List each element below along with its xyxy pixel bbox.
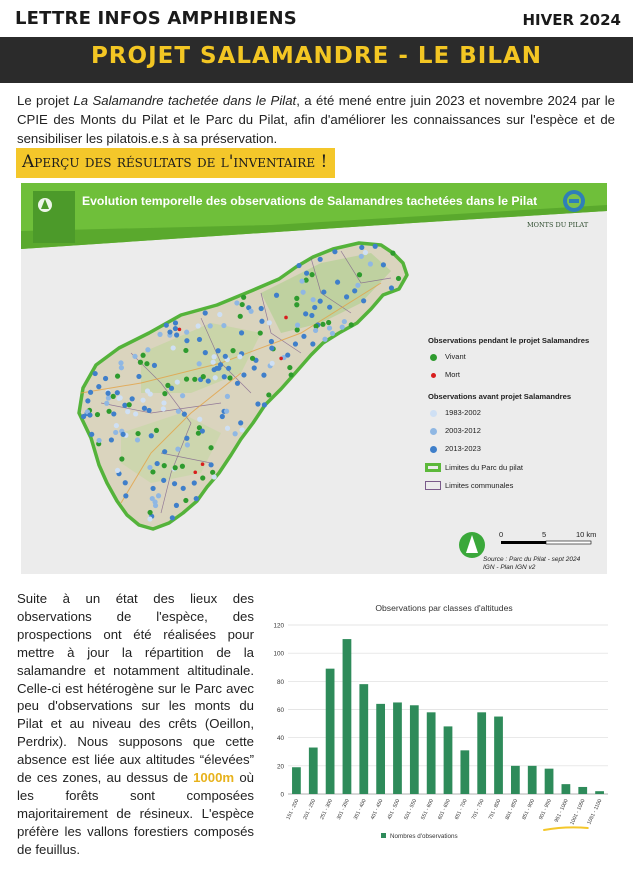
observation-dot: [239, 427, 244, 432]
chart-y-ticks: [273, 623, 284, 799]
legend-2013-label: 2013-2023: [445, 444, 481, 453]
observation-dot: [285, 352, 290, 357]
observation-dot: [184, 377, 189, 382]
observation-dot: [320, 322, 325, 327]
chart-x-tick-label: 651 - 700: [453, 798, 469, 821]
observation-dot: [89, 432, 94, 437]
observation-dot: [115, 374, 120, 379]
legend-parc-boundary-icon: [425, 463, 441, 472]
intro-paragraph: [17, 91, 615, 148]
intro-text-2: , a été mené entre juin 2023 et novembre 2024 par le CPIE des Monts du Pilat et le Parc du Pilat, afin d'améliorer les connaissances sur l'espèce et de sensibiliser les pilatois.e.s à sa préservation.: [17, 93, 615, 146]
observation-dot: [173, 326, 178, 331]
observation-dot: [208, 462, 213, 467]
observation-dot: [133, 411, 138, 416]
observation-dot: [303, 311, 308, 316]
observation-dot: [115, 390, 120, 395]
legend-2003-label: 2003-2012: [445, 426, 481, 435]
chart-x-tick-label: 1001 - 1050: [569, 798, 587, 826]
observation-dot: [250, 356, 255, 361]
observation-dot: [293, 341, 298, 346]
legend-commune-boundary-label: Limites communales: [445, 481, 514, 490]
observation-dot: [135, 431, 140, 436]
section-heading: Aperçu des résultats de l'inventaire !: [16, 148, 335, 178]
observation-dot: [173, 465, 178, 470]
observation-dot: [87, 412, 92, 417]
chart-y-tick-label: 60: [276, 707, 284, 714]
observation-dot: [237, 354, 242, 359]
observation-dot: [330, 331, 335, 336]
observation-dot: [359, 254, 364, 259]
observation-dot: [156, 493, 161, 498]
cpie-logo: [561, 188, 587, 214]
observation-dot: [327, 325, 332, 330]
observation-dot: [130, 396, 135, 401]
observation-dot: [309, 272, 314, 277]
observation-dot: [167, 329, 172, 334]
observation-dot: [389, 285, 394, 290]
map-source-line2: IGN - Plan IGN v2: [483, 564, 536, 571]
observation-dot: [171, 345, 176, 350]
chart-x-tick-label: 151 - 200: [285, 798, 301, 821]
observation-dot: [132, 354, 137, 359]
legend-2013-icon: [430, 446, 437, 453]
highlight-underline: [544, 827, 588, 830]
observation-dot: [153, 503, 158, 508]
observation-dot: [183, 348, 188, 353]
altitude-highlight: 1000m: [193, 770, 235, 786]
observation-dot: [318, 257, 323, 262]
observation-dot: [142, 406, 147, 411]
chart-bar: [494, 717, 503, 794]
observation-dot: [396, 276, 401, 281]
observation-dot: [267, 320, 272, 325]
observation-dot: [118, 360, 123, 365]
observation-dot: [85, 398, 90, 403]
chart-bar: [545, 769, 554, 794]
observation-dot: [208, 445, 213, 450]
observation-dot: [340, 325, 345, 330]
chart-x-tick-label: 851 - 900: [521, 798, 537, 821]
observation-dot: [161, 478, 166, 483]
observation-dot: [164, 323, 169, 328]
scale-label-10: 10 km: [576, 530, 597, 539]
observation-dot: [210, 470, 215, 475]
chart-bar: [393, 702, 402, 794]
observation-dot: [255, 401, 260, 406]
chart-y-tick-label: 100: [273, 650, 284, 658]
chart-y-tick-label: 20: [276, 763, 284, 771]
chart-x-tick-label: 301 - 350: [336, 798, 351, 821]
observation-dot: [161, 400, 166, 405]
observation-dot: [224, 409, 229, 414]
observation-dot: [175, 379, 180, 384]
observation-dot: [125, 409, 130, 414]
observation-dot: [147, 516, 152, 521]
chart-x-tick-label: 401 - 450: [369, 798, 385, 821]
observation-dot: [165, 383, 170, 388]
observation-dot: [309, 313, 314, 318]
observation-dot: [322, 337, 327, 342]
observation-dot: [332, 249, 337, 254]
observation-dot: [214, 366, 219, 371]
chart-bar: [562, 784, 571, 794]
chart-bar: [477, 712, 486, 794]
observation-dot: [304, 271, 309, 276]
observation-dot: [145, 347, 150, 352]
observation-dot: [96, 438, 101, 443]
observation-dot: [115, 468, 120, 473]
chart-x-tick-label: 551 - 600: [420, 798, 435, 821]
observation-dot: [196, 323, 201, 328]
legend-1983-label: 1983-2002: [445, 408, 481, 417]
chart-x-tick-label: 901 - 950: [538, 798, 553, 821]
observation-dot: [161, 406, 166, 411]
observation-dot: [208, 323, 213, 328]
chart-bars: [292, 639, 604, 794]
scale-label-0: 0: [499, 530, 504, 539]
chart-bar: [427, 712, 436, 794]
observation-dot: [259, 306, 264, 311]
observation-dot: [234, 300, 239, 305]
observation-dot: [170, 515, 175, 520]
chart-bar: [359, 684, 368, 794]
observation-dot: [223, 354, 228, 359]
legend-vivant-label: Vivant: [445, 352, 466, 361]
chart-x-tick-label: 801 - 850: [504, 798, 520, 821]
observation-dot: [342, 319, 347, 324]
observation-dot: [258, 330, 263, 335]
legend-commune-boundary-icon: [425, 481, 441, 490]
observation-dot: [233, 431, 238, 436]
chart-y-tick-label: 80: [276, 678, 284, 686]
chart-bar: [343, 639, 352, 794]
observation-dot: [212, 474, 217, 479]
observation-dot: [301, 334, 306, 339]
observation-dot: [180, 393, 185, 398]
observation-dot: [301, 290, 306, 295]
observation-dot: [361, 298, 366, 303]
scale-label-5: 5: [542, 530, 547, 539]
observation-dot: [147, 510, 152, 515]
map-canvas: [21, 183, 607, 574]
results-text-1: Suite à un état des lieux des observations de l'espèce, des prospections ont été réalisées pour mettre à jour la répartition de la salamandre et notamment altitudinale. Celle-ci est hétérogène sur le Parc avec peu d'observations sur les monts du Pilat et au niveau des crêts (Oeillon, Perdrix). Nous supposons que cette absence est liée aux altitudes “élevées” de ces zones, au dessus de: [17, 591, 254, 786]
observation-dot: [327, 305, 332, 310]
chart-x-tick-label: 1051 - 1100: [586, 798, 604, 826]
observation-dot: [206, 378, 211, 383]
observation-dot: [373, 244, 378, 249]
map-source: [483, 556, 580, 572]
observation-dot: [192, 480, 197, 485]
observation-dot: [363, 250, 368, 255]
monts-du-pilat-label: MONTS DU PILAT: [527, 221, 589, 229]
observation-dot: [299, 278, 304, 283]
observation-dot: [217, 312, 222, 317]
observation-dot: [113, 430, 118, 435]
observation-dot: [203, 350, 208, 355]
chart-bar: [410, 705, 419, 794]
parc-pilat-logo: [33, 191, 75, 243]
observation-dot: [295, 323, 300, 328]
observation-dot: [274, 293, 279, 298]
observation-dot: [103, 376, 108, 381]
observation-dot: [140, 353, 145, 358]
observation-dot: [261, 373, 266, 378]
observation-dot: [109, 437, 114, 442]
observation-dot: [173, 320, 178, 325]
observation-dot: [318, 299, 323, 304]
observation-dot: [197, 417, 202, 422]
newsletter-title: LETTRE INFOS AMPHIBIENS: [15, 8, 297, 29]
observation-dot: [157, 332, 162, 337]
legend-1983-icon: [430, 410, 437, 417]
observation-dot: [138, 360, 143, 365]
chart-x-tick-label: 951 - 1000: [553, 798, 570, 824]
observation-dot: [357, 272, 362, 277]
observation-dot: [225, 394, 230, 399]
observation-dot: [321, 289, 326, 294]
observation-dot: [116, 396, 121, 401]
title-banner: [0, 37, 633, 83]
observation-dot: [105, 391, 110, 396]
observation-dot: [313, 328, 318, 333]
legend-2003-icon: [430, 428, 437, 435]
chart-x-tick-label: 501 - 550: [403, 798, 419, 821]
observation-dot: [240, 302, 245, 307]
season-label: HIVER 2024: [522, 11, 621, 29]
observation-dot: [213, 375, 218, 380]
chart-x-tick-label: 201 - 250: [302, 798, 318, 821]
chart-x-tick-label: 351 - 400: [352, 798, 368, 821]
observation-dot: [154, 428, 159, 433]
observation-dot: [200, 475, 205, 480]
observation-dot: [127, 402, 132, 407]
observation-dot: [150, 469, 155, 474]
observation-dot: [200, 428, 205, 433]
intro-project-name: La Salamandre tachetée dans le Pilat: [73, 93, 297, 108]
observation-dot: [155, 461, 160, 466]
observation-dot: [181, 486, 186, 491]
observation-dot: [230, 348, 235, 353]
observation-dot: [144, 361, 149, 366]
chart-legend-label: Nombres d'observations: [390, 833, 458, 840]
observation-dot: [226, 366, 231, 371]
observation-dot-mort: [201, 462, 205, 466]
observation-dot: [106, 409, 111, 414]
chart-bar: [595, 791, 604, 794]
chart-bar: [376, 704, 385, 794]
observation-dot: [135, 437, 140, 442]
legend-group1-title: Observations pendant le projet Salamandres: [428, 336, 590, 345]
observation-dot: [216, 348, 221, 353]
altitude-bar-chart: [266, 592, 616, 848]
observation-dot: [95, 412, 100, 417]
observation-dot: [114, 423, 119, 428]
observation-dot: [150, 486, 155, 491]
chart-x-tick-label: 451 - 500: [386, 798, 402, 821]
observation-dot: [211, 360, 216, 365]
chart-bar: [326, 669, 335, 794]
observation-dot: [294, 296, 299, 301]
observation-dot: [355, 283, 360, 288]
observation-dot: [119, 365, 124, 370]
observation-dot: [241, 372, 246, 377]
observation-dot: [225, 426, 230, 431]
chart-bar: [511, 766, 520, 794]
observation-dot: [359, 245, 364, 250]
observation-dot: [197, 337, 202, 342]
observation-dot: [140, 398, 145, 403]
observation-dot: [172, 481, 177, 486]
observation-dot: [310, 341, 315, 346]
observation-dot: [93, 371, 98, 376]
observation-dot: [238, 420, 243, 425]
observation-dot: [269, 346, 274, 351]
chart-bar: [528, 766, 537, 794]
observation-dot: [287, 365, 292, 370]
observation-dot: [259, 319, 264, 324]
observation-dot: [104, 401, 109, 406]
chart-y-tick-label: 40: [276, 735, 284, 743]
observation-dot: [381, 262, 386, 267]
map-source-line1: Source : Parc du Pilat - sept 2024: [483, 556, 581, 563]
observation-dot: [262, 402, 267, 407]
legend-mort-label: Mort: [445, 370, 460, 379]
observation-dot: [239, 330, 244, 335]
observation-dot: [106, 395, 111, 400]
observation-dot: [390, 251, 395, 256]
observation-dot: [335, 280, 340, 285]
observation-dot: [119, 456, 124, 461]
observation-dot: [295, 327, 300, 332]
chart-legend-swatch: [381, 833, 386, 838]
observation-dot: [182, 412, 187, 417]
observation-dot: [352, 288, 357, 293]
observation-dot: [136, 374, 141, 379]
observation-dot: [312, 305, 317, 310]
observation-dot: [368, 261, 373, 266]
observation-dot: [203, 310, 208, 315]
observation-dot: [162, 463, 167, 468]
observation-dot: [194, 496, 199, 501]
observation-dot: [185, 442, 190, 447]
chart-x-tick-label: 601 - 650: [437, 798, 452, 821]
observation-dot-mort: [193, 470, 197, 474]
observation-dot: [152, 363, 157, 368]
observation-dot: [148, 391, 153, 396]
chart-bar: [292, 767, 301, 794]
chart-y-tick-label: 0: [280, 791, 284, 799]
results-paragraph: [17, 590, 254, 859]
observation-dot: [184, 330, 189, 335]
observation-dot: [197, 361, 202, 366]
observation-dot: [150, 496, 155, 501]
observation-dot: [252, 365, 257, 370]
observation-dot: [149, 433, 154, 438]
chart-x-tick-label: 251 - 300: [319, 798, 334, 821]
observation-dot: [248, 309, 253, 314]
observation-dot: [180, 464, 185, 469]
observation-dot: [96, 384, 101, 389]
observation-dot: [227, 375, 232, 380]
observation-dot: [294, 302, 299, 307]
chart-bar: [444, 726, 453, 794]
legend-parc-boundary-label: Limites du Parc du pilat: [445, 463, 523, 472]
observation-dot: [201, 374, 206, 379]
chart-x-tick-label: 701 - 750: [470, 798, 486, 821]
observation-dot: [147, 465, 152, 470]
observation-dot: [235, 381, 240, 386]
observation-dot: [270, 361, 275, 366]
observation-dot-mort: [178, 328, 182, 332]
observation-dot: [174, 332, 179, 337]
legend-vivant-icon: [430, 354, 437, 361]
observation-dot: [120, 432, 125, 437]
chart-x-tick-label: 751 - 800: [487, 798, 503, 821]
observation-dot: [111, 411, 116, 416]
observation-dot: [162, 449, 167, 454]
chart-bar: [460, 750, 469, 794]
observation-dot: [289, 372, 294, 377]
observation-dot: [344, 294, 349, 299]
observation-dot: [222, 374, 227, 379]
observation-dot: [221, 323, 226, 328]
observation-dot: [349, 322, 354, 327]
observation-dot: [162, 391, 167, 396]
intro-text-1: Le projet: [17, 93, 74, 108]
observation-dot: [266, 392, 271, 397]
observation-dot: [326, 320, 331, 325]
chart-x-ticks: [286, 798, 604, 826]
chart-y-tick-label: 120: [273, 622, 284, 630]
observation-dot: [184, 436, 189, 441]
observation-dot: [269, 339, 274, 344]
observation-dot-mort: [279, 357, 283, 361]
observation-dot: [174, 503, 179, 508]
observation-dot: [192, 377, 197, 382]
observation-dot: [183, 498, 188, 503]
page-title: PROJET SALAMANDRE - LE BILAN: [90, 43, 543, 69]
observation-dot: [175, 447, 180, 452]
observation-dot: [238, 314, 243, 319]
chart-title: Observations par classes d'altitudes: [375, 603, 513, 613]
observation-dot-mort: [284, 316, 288, 320]
observation-dot: [123, 493, 128, 498]
legend-mort-icon: [431, 373, 436, 378]
observation-dot: [184, 338, 189, 343]
observation-dot: [146, 408, 151, 413]
chart-bar: [578, 787, 587, 794]
observation-dot: [111, 394, 116, 399]
observation-dot: [311, 297, 316, 302]
observation-dot: [176, 409, 181, 414]
observation-dot: [212, 354, 217, 359]
legend-group2-title: Observations avant projet Salamandres: [428, 392, 572, 401]
chart-bar: [309, 748, 318, 794]
map-figure: [21, 183, 607, 574]
observation-dot: [296, 263, 301, 268]
observation-dot: [88, 390, 93, 395]
observation-dot: [123, 480, 128, 485]
observation-dot: [241, 295, 246, 300]
observation-dot: [220, 414, 225, 419]
results-text-2: où les forêts sont composées majoritairement de résineux. L'espèce préfère les vallons forestiers composés de feuillus.: [17, 770, 254, 857]
map-title: Evolution temporelle des observations de Salamandres tachetées dans le Pilat: [82, 194, 538, 208]
